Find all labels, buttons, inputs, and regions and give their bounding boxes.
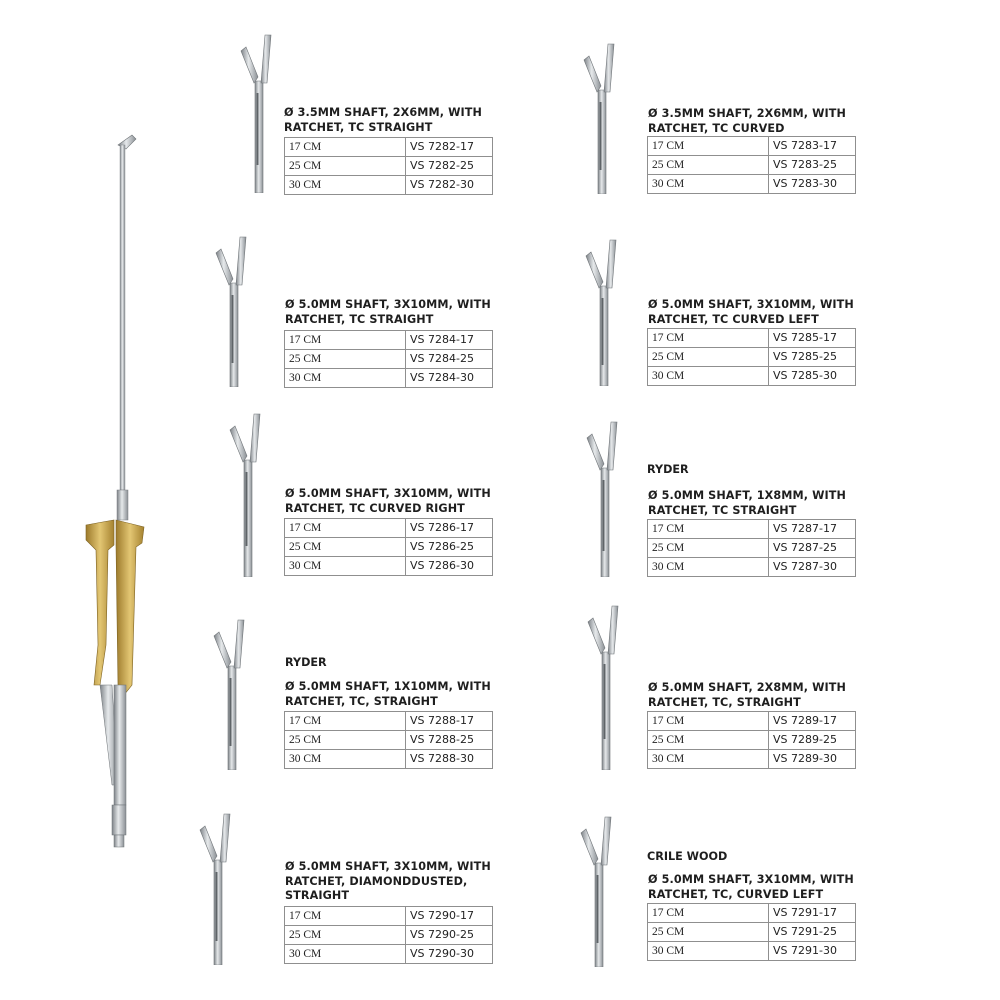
spec-table	[647, 328, 856, 386]
length-cell: 25 CM	[648, 731, 769, 750]
table-row	[648, 923, 856, 942]
product-title-line: Ø 3.5MM SHAFT, 2X6MM, WITH	[284, 106, 482, 119]
instrument-tip-icon	[584, 604, 628, 775]
table-row	[285, 945, 493, 964]
article-code-cell: VS 7291-17	[769, 904, 856, 923]
table-row	[648, 367, 856, 386]
table-row	[648, 750, 856, 769]
article-code-cell: VS 7284-25	[406, 350, 493, 369]
article-code-cell: VS 7286-25	[406, 538, 493, 557]
product-title-line: Ø 5.0MM SHAFT, 3X10MM, WITH	[285, 298, 491, 311]
article-code-cell: VS 7291-30	[769, 942, 856, 961]
product-title	[648, 681, 846, 710]
length-cell: 17 CM	[285, 519, 406, 538]
length-cell: 30 CM	[285, 557, 406, 576]
table-row	[285, 331, 493, 350]
spec-table	[647, 136, 856, 194]
article-code-cell: VS 7285-17	[769, 329, 856, 348]
length-cell: 25 CM	[648, 923, 769, 942]
length-cell: 30 CM	[285, 750, 406, 769]
length-cell: 17 CM	[285, 331, 406, 350]
length-cell: 17 CM	[648, 137, 769, 156]
article-code-cell: VS 7291-25	[769, 923, 856, 942]
length-cell: 25 CM	[285, 926, 406, 945]
table-row	[285, 926, 493, 945]
instrument-tip-icon	[237, 33, 281, 198]
table-row	[285, 907, 493, 926]
table-row	[648, 137, 856, 156]
main-instrument-icon	[70, 125, 180, 860]
article-code-cell: VS 7290-25	[406, 926, 493, 945]
spec-table	[284, 711, 493, 769]
length-cell: 30 CM	[285, 945, 406, 964]
article-code-cell: VS 7283-17	[769, 137, 856, 156]
table-row	[648, 712, 856, 731]
article-code-cell: VS 7289-30	[769, 750, 856, 769]
brand-name: RYDER	[285, 656, 327, 669]
product-title-line: Ø 5.0MM SHAFT, 3X10MM, WITH	[648, 298, 854, 311]
product-title	[285, 298, 491, 327]
length-cell: 30 CM	[285, 176, 406, 195]
product-title-line: Ø 5.0MM SHAFT, 2X8MM, WITH	[648, 681, 846, 694]
spec-table	[284, 906, 493, 964]
product-title-line: RATCHET, TC CURVED RIGHT	[285, 501, 465, 515]
product-title	[285, 680, 491, 709]
product-title-line: Ø 5.0MM SHAFT, 1X10MM, WITH	[285, 680, 491, 693]
product-title-line: STRAIGHT	[285, 889, 350, 902]
table-row	[285, 712, 493, 731]
product-title-line: Ø 3.5MM SHAFT, 2X6MM, WITH	[648, 107, 846, 120]
spec-table	[284, 137, 493, 195]
table-row	[648, 520, 856, 539]
product-title	[284, 106, 482, 135]
table-row	[648, 942, 856, 961]
article-code-cell: VS 7287-17	[769, 520, 856, 539]
product-title-line: RATCHET, TC, STRAIGHT	[285, 694, 438, 708]
product-title	[648, 873, 854, 902]
length-cell: 25 CM	[285, 157, 406, 176]
article-code-cell: VS 7289-25	[769, 731, 856, 750]
table-row	[648, 539, 856, 558]
article-code-cell: VS 7282-30	[406, 176, 493, 195]
length-cell: 17 CM	[285, 907, 406, 926]
product-title-line: Ø 5.0MM SHAFT, 3X10MM, WITH	[285, 487, 491, 500]
length-cell: 30 CM	[648, 942, 769, 961]
product-title	[648, 298, 854, 327]
table-row	[285, 369, 493, 388]
length-cell: 17 CM	[648, 712, 769, 731]
length-cell: 25 CM	[648, 156, 769, 175]
table-row	[648, 558, 856, 577]
article-code-cell: VS 7290-30	[406, 945, 493, 964]
instrument-tip-icon	[582, 238, 626, 391]
spec-table	[647, 519, 856, 577]
instrument-tip-icon	[226, 412, 270, 582]
product-title-line: RATCHET, TC, STRAIGHT	[648, 695, 801, 709]
article-code-cell: VS 7283-30	[769, 175, 856, 194]
product-title-line: Ø 5.0MM SHAFT, 3X10MM, WITH	[648, 873, 854, 886]
brand-name: CRILE WOOD	[647, 850, 728, 863]
product-title-line: RATCHET, TC, CURVED LEFT	[648, 887, 824, 901]
table-row	[285, 138, 493, 157]
article-code-cell: VS 7284-17	[406, 331, 493, 350]
instrument-tip-icon	[196, 812, 240, 970]
length-cell: 30 CM	[648, 558, 769, 577]
product-title	[285, 487, 491, 516]
article-code-cell: VS 7288-17	[406, 712, 493, 731]
length-cell: 17 CM	[285, 712, 406, 731]
spec-table	[647, 903, 856, 961]
article-code-cell: VS 7285-25	[769, 348, 856, 367]
length-cell: 17 CM	[648, 329, 769, 348]
table-row	[285, 750, 493, 769]
table-row	[648, 175, 856, 194]
instrument-tip-icon	[212, 235, 256, 392]
length-cell: 25 CM	[285, 538, 406, 557]
table-row	[285, 557, 493, 576]
table-row	[648, 156, 856, 175]
instrument-tip-icon	[210, 618, 254, 775]
length-cell: 25 CM	[648, 539, 769, 558]
article-code-cell: VS 7282-25	[406, 157, 493, 176]
table-row	[285, 176, 493, 195]
product-title-line: RATCHET, DIAMONDDUSTED,	[285, 874, 468, 888]
table-row	[285, 538, 493, 557]
article-code-cell: VS 7287-25	[769, 539, 856, 558]
table-row	[648, 731, 856, 750]
table-row	[648, 329, 856, 348]
instrument-tip-icon	[580, 42, 624, 199]
article-code-cell: VS 7284-30	[406, 369, 493, 388]
product-title-line: Ø 5.0MM SHAFT, 3X10MM, WITH	[285, 860, 491, 873]
product-title	[648, 489, 846, 518]
table-row	[285, 519, 493, 538]
product-title-line: RATCHET, TC STRAIGHT	[648, 503, 797, 517]
spec-table	[284, 518, 493, 576]
length-cell: 17 CM	[285, 138, 406, 157]
product-title-line: RATCHET, TC CURVED	[648, 121, 785, 135]
length-cell: 30 CM	[648, 175, 769, 194]
article-code-cell: VS 7288-30	[406, 750, 493, 769]
article-code-cell: VS 7290-17	[406, 907, 493, 926]
table-row	[285, 350, 493, 369]
table-row	[285, 157, 493, 176]
product-title	[285, 860, 491, 904]
article-code-cell: VS 7288-25	[406, 731, 493, 750]
length-cell: 25 CM	[285, 731, 406, 750]
article-code-cell: VS 7285-30	[769, 367, 856, 386]
instrument-tip-icon	[583, 420, 627, 582]
length-cell: 17 CM	[648, 520, 769, 539]
length-cell: 30 CM	[648, 367, 769, 386]
product-title	[648, 107, 846, 136]
instrument-tip-icon	[577, 815, 621, 972]
length-cell: 30 CM	[285, 369, 406, 388]
table-row	[648, 348, 856, 367]
article-code-cell: VS 7282-17	[406, 138, 493, 157]
product-title-line: Ø 5.0MM SHAFT, 1X8MM, WITH	[648, 489, 846, 502]
article-code-cell: VS 7286-17	[406, 519, 493, 538]
article-code-cell: VS 7283-25	[769, 156, 856, 175]
table-row	[285, 731, 493, 750]
product-title-line: RATCHET, TC STRAIGHT	[285, 312, 434, 326]
spec-table	[647, 711, 856, 769]
product-title-line: RATCHET, TC CURVED LEFT	[648, 312, 819, 326]
article-code-cell: VS 7287-30	[769, 558, 856, 577]
length-cell: 25 CM	[285, 350, 406, 369]
spec-table	[284, 330, 493, 388]
length-cell: 25 CM	[648, 348, 769, 367]
article-code-cell: VS 7289-17	[769, 712, 856, 731]
article-code-cell: VS 7286-30	[406, 557, 493, 576]
length-cell: 17 CM	[648, 904, 769, 923]
table-row	[648, 904, 856, 923]
product-title-line: RATCHET, TC STRAIGHT	[284, 120, 433, 134]
length-cell: 30 CM	[648, 750, 769, 769]
brand-name: RYDER	[647, 463, 689, 476]
